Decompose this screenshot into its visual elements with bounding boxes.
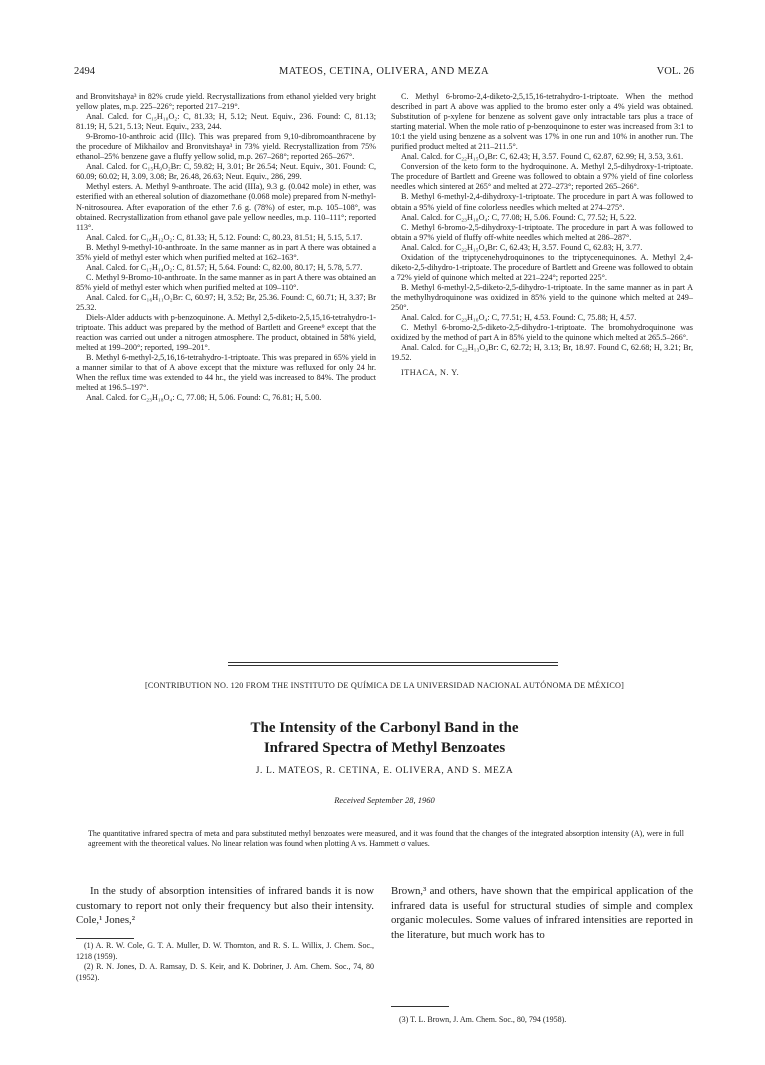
paragraph: C. Methyl 9-Bromo-10-anthroate. In the same manner as in part A there was obtained an 85% yield of methyl ester which when purified melted at 109–110°. bbox=[76, 272, 376, 292]
footnote-divider bbox=[76, 938, 134, 939]
paragraph: and Bronvitshaya³ in 82% crude yield. Recrystallizations from ethanol yielded very bright yellow plates, m.p. 225–226°; reported 217–219°. bbox=[76, 92, 376, 112]
article-authors: J. L. MATEOS, R. CETINA, E. OLIVERA, AND S. MEZA bbox=[255, 766, 514, 776]
body-text-left bbox=[76, 884, 374, 928]
paragraph: B. Methyl 6-methyl-2,5,16,16-tetrahydro-1-triptoate. This was prepared in 65% yield in a manner similar to that of A above except that the mixture was refluxed for only 24 hr. When the reflux time was extended to 44 hr., the yield was increased to 84%. The product melted at 196.5–197°. bbox=[76, 353, 376, 393]
footnote: (3) T. L. Brown, J. Am. Chem. Soc., 80, 794 (1958). bbox=[399, 1015, 567, 1024]
paragraph: Anal. Calcd. for C₁₇H₁₄O₂: C, 81.57; H, 5.64. Found: C, 82.00, 80.17; H, 5.78, 5.77. bbox=[86, 262, 363, 272]
footnotes-right bbox=[391, 1015, 693, 1026]
title-line: Infrared Spectra of Methyl Benzoates bbox=[263, 740, 506, 756]
received-date: Received September 28, 1960 bbox=[334, 795, 435, 805]
paragraph: In the study of absorption intensities of infrared bands it is now customary to report not only their frequency but also their intensity. Cole,¹ Jones,² bbox=[76, 885, 374, 927]
paragraph: Anal. Calcd. for C₁₅H₉O₂Br: C, 59.82; H, 3.01; Br 26.54; Neut. Equiv., 301. Found: C, 60.09; 60.02; H, 3.09, 3.08; Br, 26.48, 26.63; Neut. Equiv., 286, 299. bbox=[76, 162, 376, 182]
paragraph: 9-Bromo-10-anthroic acid (IIIc). This was prepared from 9,10-dibromoanthracene by the procedure of Mikhailov and Bronvitshaya³ in 73% yield. Recrystallization from 75% ethanol–25% benzene gave a fluffy yellow solid, m.p. 267–268°; reported 265–267°. bbox=[76, 132, 376, 162]
paragraph: Anal. Calcd. for C₁₆H₁₁O₂Br: C, 60.97; H, 3.52; Br, 25.36. Found: C, 60.71; H, 3.37; Br 25.32. bbox=[76, 292, 376, 312]
footnote-divider bbox=[391, 1006, 449, 1007]
right-column-experimental bbox=[391, 92, 693, 378]
footnote: (2) R. N. Jones, D. A. Ramsay, D. S. Keir, and K. Dobriner, J. Am. Chem. Soc., 74, 80 (1952). bbox=[76, 962, 374, 982]
paragraph: Anal. Calcd. for C₂₃H₁₈O₄: C, 77.08; H, 5.06. Found: C, 76.81; H, 5.00. bbox=[86, 393, 322, 403]
paragraph: C. Methyl 6-bromo-2,5-dihydroxy-1-triptoate. The procedure in part A was followed to obtain a 97% yield of fluffy off-white needles which melted at 286–287°. bbox=[391, 222, 693, 242]
paragraph: B. Methyl 6-methyl-2,5-diketo-2,5-dihydro-1-triptoate. In the same manner as in part A the methylhydroquinone was oxidized in 85% yield to the quinone which melted at 249–250°. bbox=[391, 282, 693, 312]
page-number: 2494 bbox=[74, 66, 95, 77]
paragraph: Anal. Calcd. for C₂₂H₁₃O₄Br: C, 62.72; H, 3.13; Br, 18.97. Found C, 62.68; H, 3.21; Br, 19.52. bbox=[391, 343, 693, 363]
paragraph: Brown,³ and others, have shown that the empirical application of the infrared data is useful for structural studies of simple and complex organic molecules. Some values of infrared intensities are reported in the literature, but much work has to bbox=[391, 885, 693, 941]
footnote: (1) A. R. W. Cole, G. T. A. Muller, D. W. Thornton, and R. S. L. Willix, J. Chem. Soc., 1218 (1959). bbox=[76, 941, 374, 961]
place-line: ITHACA, N. Y. bbox=[401, 368, 460, 378]
paragraph: C. Methyl 6-bromo-2,4-diketo-2,5,15,16-tetrahydro-1-triptoate. When the method described in part A above was applied to the bromo ester only a 4% yield was obtained. Substitution of p-xylene for benzene as solvent gave only intractable tars plus a trace of starting material. When the mole ratio of p-benzoquinone to ester was increased from 3:1 to 10:1 the yield using benzene as a solvent was 17% in one run and 10% in another run. The purified product melted at 211–211.5°. bbox=[391, 92, 693, 152]
footnotes-left bbox=[76, 941, 374, 983]
body-text-right bbox=[391, 884, 693, 942]
paragraph: Methyl esters. A. Methyl 9-anthroate. The acid (IIIa), 9.3 g. (0.042 mole) in ether, was esterified with an ethereal solution of diazomethane (0.068 mole) prepared from N-methyl-N-nitrosourea. After evaporation of the ether 7.6 g. (78%) of ester, m.p. 105–108°, was obtained. Recrystallization from ethanol gave pale yellow needles, m.p. 110–111°; reported 113°. bbox=[76, 182, 376, 232]
paragraph: Conversion of the keto form to the hydroquinone. A. Methyl 2,5-dihydroxy-1-triptoate. The procedure of Bartlett and Greene was followed to obtain a 97% yield of fine colorless needles which sintered at 265° and melted at 272–273°; reported 265–266°. bbox=[391, 162, 693, 192]
paragraph: Anal. Calcd. for C₂₂H₁₅O₄Br: C, 62.43; H, 3.57. Found C, 62.83; H, 3.77. bbox=[401, 242, 643, 252]
paragraph: B. Methyl 9-methyl-10-anthroate. In the same manner as in part A there was obtained a 35% yield of methyl ester which when purified melted at 162–163°. bbox=[76, 242, 376, 262]
paragraph: Anal. Calcd. for C₁₆H₁₂O₂: C, 81.33; H, 5.12. Found: C, 80.23, 81.51; H, 5.15, 5.17. bbox=[86, 232, 363, 242]
contribution-line: [CONTRIBUTION NO. 120 FROM THE INSTITUTO DE QUÍMICA DE LA UNIVERSIDAD NACIONAL AUTÓNOMA DE MÉXICO] bbox=[144, 681, 625, 690]
paragraph: Anal. Calcd. for C₂₃H₁₆O₄: C, 77.51; H, 4.53. Found: C, 75.88; H, 4.57. bbox=[401, 313, 637, 323]
running-header bbox=[74, 66, 694, 80]
article-title bbox=[76, 718, 693, 758]
paragraph: B. Methyl 6-methyl-2,4-dihydroxy-1-triptoate. The procedure in part A was followed to obtain a 95% yield of fine colorless needles which melted at 274–275°. bbox=[391, 192, 693, 212]
paragraph: Anal. Calcd. for C₂₃H₁₈O₄: C, 77.08; H, 5.06. Found: C, 77.52; H, 5.22. bbox=[401, 212, 637, 222]
running-head-authors: MATEOS, CETINA, OLIVERA, AND MEZA bbox=[278, 66, 490, 77]
paragraph: Diels-Alder adducts with p-benzoquinone. A. Methyl 2,5-diketo-2,5,15,16-tetrahydro-1-triptoate. This adduct was prepared by the method of Bartlett and Greene⁹ except that the reaction was carried out under a nitrogen atmosphere. The product, obtained in 58% yield, melted at 199–200°; reported, 199–201°. bbox=[76, 313, 376, 353]
paragraph: Anal. Calcd. for C₁₅H₁₀O₂: C, 81.33; H, 5.12; Neut. Equiv., 236. Found: C, 81.13; 81.19; H, 5.21, 5.13; Neut. Equiv., 233, 244. bbox=[76, 112, 376, 132]
paragraph: Anal. Calcd. for C₂₂H₁₅O₄Br: C, 62.43; H, 3.57. Found C, 62.87, 62.99; H, 3.53, 3.61. bbox=[401, 152, 684, 162]
section-divider bbox=[228, 665, 558, 666]
title-line: The Intensity of the Carbonyl Band in the bbox=[250, 720, 519, 736]
paragraph: C. Methyl 6-bromo-2,5-diketo-2,5-dihydro-1-triptoate. The bromohydroquinone was oxidized by the method of part A in 85% yield to the quinone which melted at 265.5–266°. bbox=[391, 323, 693, 343]
left-column-experimental bbox=[76, 92, 376, 403]
volume-label: VOL. 26 bbox=[656, 66, 694, 77]
paragraph: Oxidation of the triptycenehydroquinones to the triptycenequinones. A. Methyl 2,4-diketo-2,5-dihydro-1-triptoate. The procedure of Bartlett and Greene was followed to obtain a 72% yield of quinone which melted at 221–224°; reported 225°. bbox=[391, 252, 693, 282]
section-divider bbox=[228, 662, 558, 663]
abstract: The quantitative infrared spectra of meta and para substituted methyl benzoates were measured, and it was found that the changes of the integrated absorption intensity (A), were in full agreement with the theoretical values. No linear relation was found when plotting A vs. Hammett σ values. bbox=[88, 829, 684, 848]
